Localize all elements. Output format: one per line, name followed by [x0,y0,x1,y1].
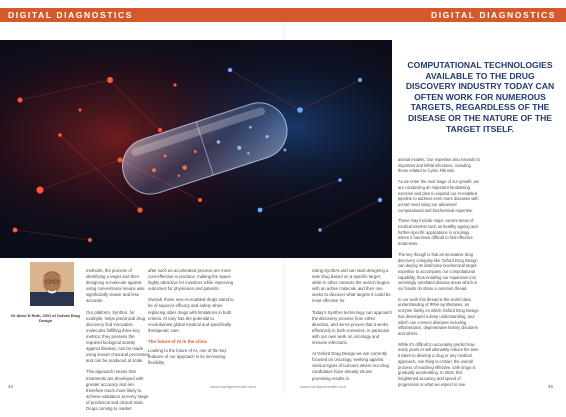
paragraph: Using SynthAI and can start designing a new drug based on a specific target, while in other contexts the search begins with an active molecule and their one seeks to discover what targets it could be most effective for. [312,268,391,304]
header-band-left [0,8,283,22]
pull-headline: COMPUTATIONAL TECHNOLOGIES AVAILABLE TO THE DRUG DISCOVERY INDUSTRY TODAY CAN OFTEN WORK FOR NUMEROUS TARGETS, REGARDLESS OF THE DISEASE OR THE NATURE OF THE TARGET ITSELF. [405,60,555,134]
article-column-4 [398,157,480,392]
paragraph: after such an accelerated process are more cost-effective to produce, making the space highly attractive for investors while improving outcomes for physicians and patients. [148,268,234,292]
header-band-right [283,8,566,22]
hero-image-capsule [0,40,392,258]
article-column-2 [148,268,234,371]
page-number-left: 44 [8,384,14,389]
page-number-right: 45 [548,384,554,389]
paragraph: While it's difficult to accurately predict how many years AI will ultimately reduce the time it takes to develop a drug or any medical approach, one thing is certain: the overall process of reaching effective, safe drugs is gradually accelerating. In 2025, this heightened accuracy and speed of progression is what we expect to see. [398,341,479,387]
author-caption: Dr Abrol D Roth, CEO of Oxford Drug Design [11,313,80,324]
paragraph: In our work this thread is the world-class understanding of tRNA synthetases, an enzyme family on which Oxford Drug Design has developed a deep understanding, and which can connect diseases including inflammation, degenerative kidney disorders and others. [398,296,479,336]
author-photo [30,262,74,306]
paragraph: methods, the process of identifying a target and then designing a molecule against using conventional means was significantly slower and less accurate. [86,268,145,304]
capsule-illustration [0,40,392,258]
section-title-right: DIGITAL DIAGNOSTICS [430,10,556,20]
subheading-future-ai: The future of AI in the clinic [148,338,208,344]
footer-url-right[interactable]: www.intelligenthealth.tech [300,384,347,389]
paragraph: As we enter the next stage of our growth, we are conducting an important fundraising exercise and plan to expand our AI-enabled pipeline to address even more diseases with unmet need using our advanced computational and biochemical expertise. [398,179,480,213]
paragraph: This approach means that treatments are developed with greater accuracy and are therefore much more likely to achieve validation at every stage of preclinical and clinical trials. Drugs coming to market [86,369,149,411]
paragraph: Our platform, SynthAI, for example, helps preclinical drug discovery find innovative molecules fulfilling three key metrics: they possess the required biological activity against disease, can be made using known chemical processes, and can be produced at scale. [86,309,151,364]
paragraph: At Oxford Drug Design we are currently focused on oncology, seeking against various types of tumours where our drug candidates have already shown promising results in [312,351,389,381]
paragraph: Today's SynthAI technology can approach the discovery process from either direction, and we've proven that it works effectively in both scenarios, in particular with our own work on oncology and immune infections. [312,309,392,346]
author-photo-illustration [30,262,74,306]
article-column-3 [312,268,392,387]
paragraph: Overall, these new AI-enabled drugs stand to be of superior efficacy and safety when replacing older drugs with limitations in both criteria. AI truly has the potential to revolutionise global medical and specifically therapeutic care. [148,297,234,333]
paragraph: Looking to the future of AI, one of the key features of our approach is its increasing flexibility. [148,348,227,366]
paragraph: These may include major current areas of medical interest such as healthy ageing and further-specific applications in oncology where it has been difficult to find effective treatments. [398,218,478,247]
article-column-1 [86,268,150,417]
paragraph: animal models. Our expertise also extends to important and lethal infections, including those related to Cystic Fibrosis. [398,157,480,174]
paragraph: The key though is that an innovative drug discovery company like Oxford Drug Design can deploy its distinctive biochemical target expertise to accompany our computational capability, thus enabling our expansion into seemingly unrelated disease areas which in our hands do share a common thread. [398,251,478,292]
footer-url-left[interactable]: www.intelligenthealth.tech [210,384,257,389]
section-title-left: DIGITAL DIAGNOSTICS [8,10,134,20]
